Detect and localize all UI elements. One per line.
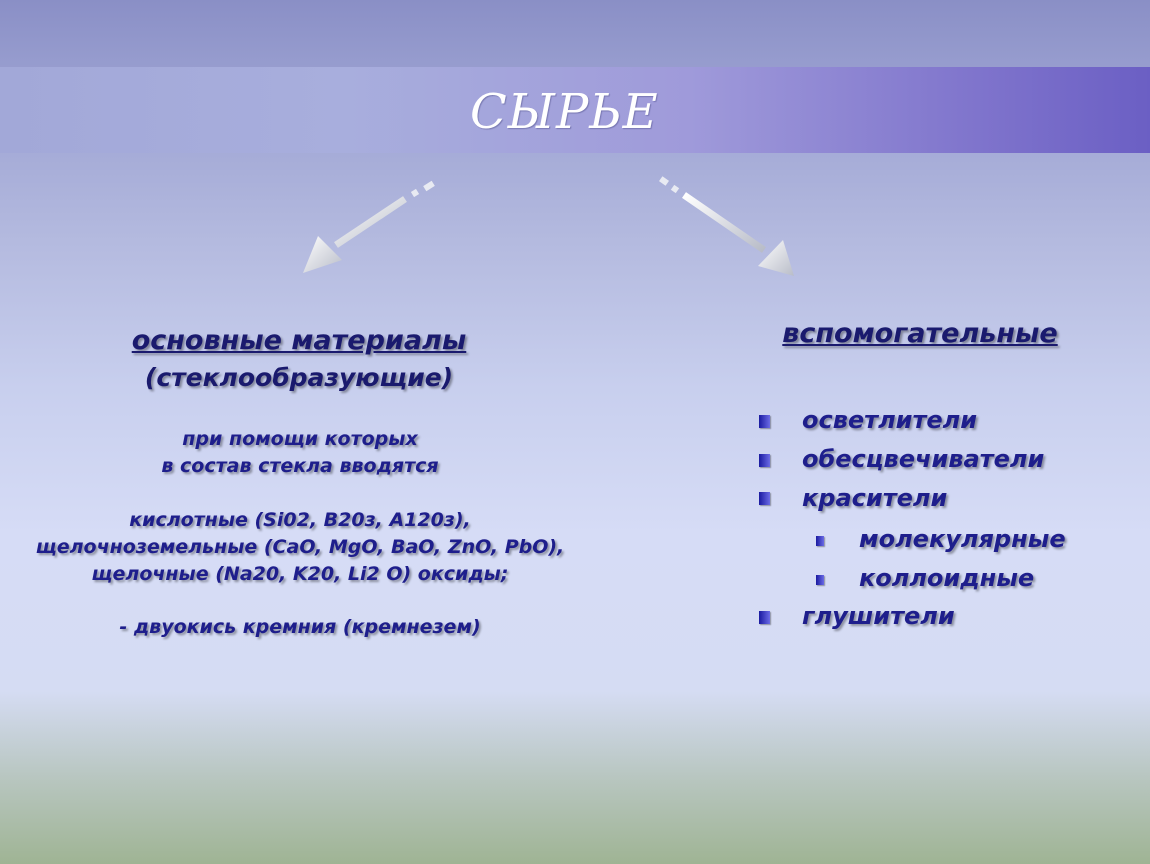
sublist-item-molecular: молекулярные <box>859 525 1066 553</box>
left-desc-line1: при помощи которых <box>182 428 418 450</box>
slide-title: СЫРЬЕ <box>470 84 659 140</box>
left-heading: основные материалы <box>131 325 467 356</box>
bullet-icon <box>759 611 770 624</box>
left-arrow-icon <box>303 181 435 273</box>
silica-note: - двуокись кремния (кремнезем) <box>119 616 481 638</box>
bullet-icon <box>759 492 770 505</box>
left-subheading: (стеклообразующие) <box>144 363 454 392</box>
oxides-line-1: кислотные (Si02, B20з, A120з), <box>129 509 471 531</box>
oxides-line-2: щелочноземельные (CaO, MgO, BaO, ZnO, PbO), <box>35 536 565 558</box>
bullet-icon <box>759 415 770 428</box>
sublist-item-colloidal: коллоидные <box>859 564 1035 592</box>
sub-bullet-icon <box>816 575 824 585</box>
oxides-line-3: щелочные (Na20, K20, Li2 O) оксиды; <box>91 563 509 585</box>
list-item-decolorizers: обесцвечиватели <box>802 445 1045 473</box>
right-heading: вспомогательные <box>782 318 1058 349</box>
sub-bullet-icon <box>816 536 824 546</box>
bullet-icon <box>759 454 770 467</box>
list-item-colorants: красители <box>802 484 948 512</box>
right-arrow-icon <box>659 176 794 276</box>
left-desc-line2: в состав стекла вводятся <box>161 455 439 477</box>
list-item-clarifiers: осветлители <box>802 406 978 434</box>
list-item-opacifiers: глушители <box>802 602 955 630</box>
